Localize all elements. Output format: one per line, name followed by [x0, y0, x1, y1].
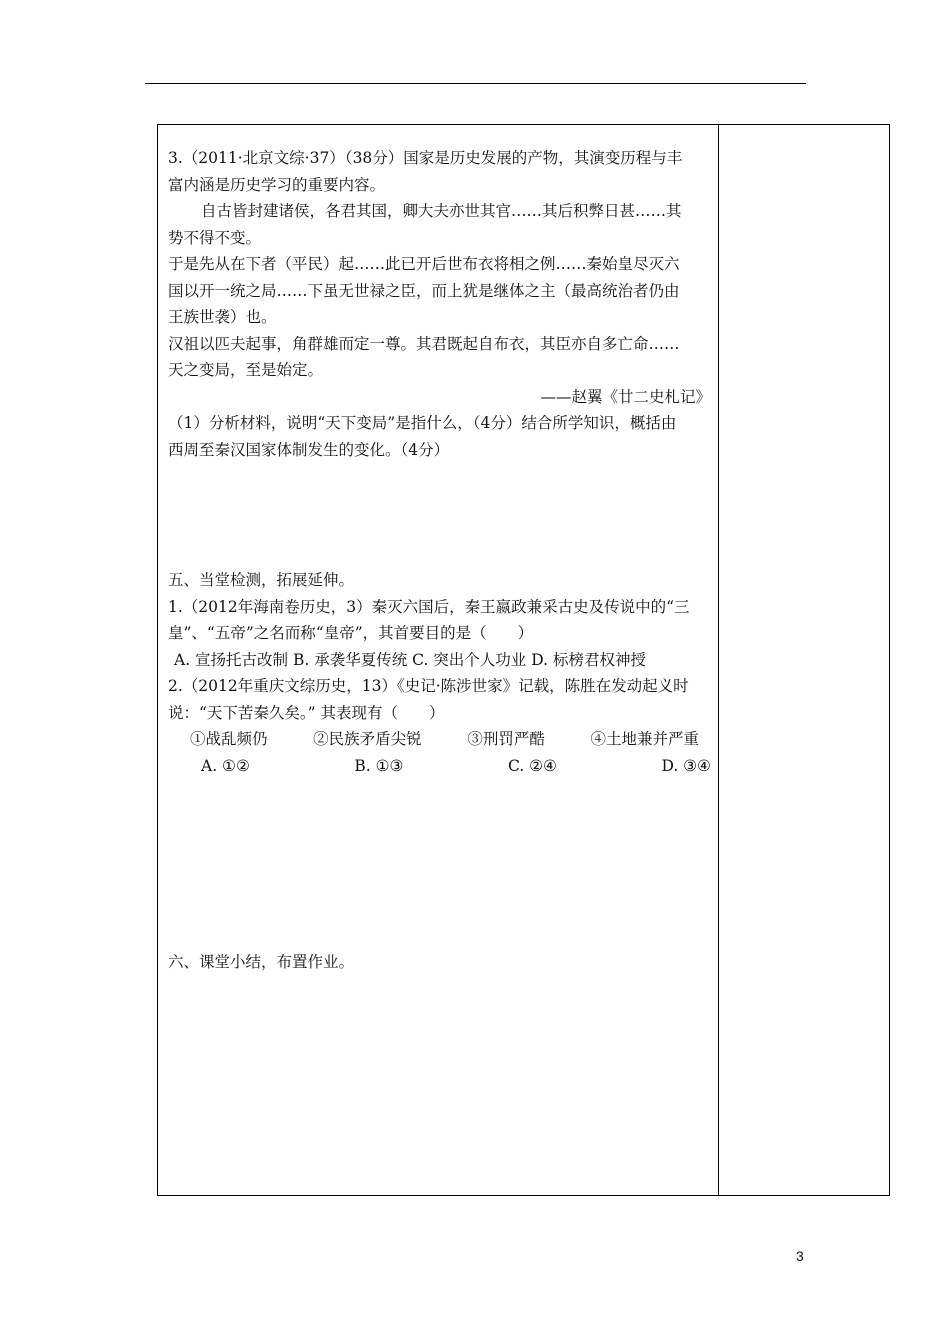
passage-line: 自古皆封建诸侯，各君其国，卿大夫亦世其官……其后积弊日甚……其: [201, 202, 682, 220]
lesson-table: [157, 124, 890, 1196]
q2-option: A. ①②: [201, 756, 250, 775]
q2-option: D. ③④: [661, 756, 711, 775]
q2-options: [168, 753, 711, 780]
q3-line: 富内涵是历史学习的重要内容。: [168, 175, 386, 194]
passage-line: 王族世袭）也。: [168, 308, 277, 326]
section-5: [168, 567, 711, 779]
q2-option: B. ①③: [354, 756, 404, 775]
page-number: 3: [796, 1248, 804, 1264]
passage-line: 天之变局，至是始定。: [168, 361, 324, 379]
section-6: [168, 949, 711, 976]
q3-prompt: （1）分析材料，说明“天下变局”是指什么，（4分）结合所学知识，概括由: [168, 414, 677, 432]
question-3: [168, 145, 711, 463]
column-divider: [718, 125, 719, 1195]
passage-line: 国以开一统之局……下虽无世禄之臣，而上犹是继体之主（最高统治者仍由: [168, 281, 680, 300]
section-6-heading: 六、课堂小结，布置作业。: [168, 953, 355, 971]
q2-item: ①战乱频仍: [190, 730, 268, 748]
q1-line: 皇”、“五帝”之名而称“皇帝”，其首要目的是（ ）: [168, 624, 534, 642]
q3-line: 3.（2011·北京文综·37）（38分）国家是历史发展的产物，其演变历程与丰: [168, 149, 683, 167]
q2-option: C. ②④: [507, 756, 557, 775]
passage-line: 势不得不变。: [168, 228, 262, 247]
q3-prompt: 西周至秦汉国家体制发生的变化。（4分）: [168, 440, 450, 459]
passage-line: 于是先从在下者（平民）起……此已开后世布衣将相之例……秦始皇尽灭六: [168, 255, 680, 273]
q2-item: ②民族矛盾尖锐: [313, 730, 422, 748]
section-5-heading: 五、当堂检测，拓展延伸。: [168, 571, 355, 589]
header-rule: [145, 83, 806, 84]
q2-item: ④土地兼并严重: [590, 730, 699, 748]
q2-line: 说：“天下苦秦久矣。” 其表现有（ ）: [168, 703, 445, 722]
q2-line: 2.（2012年重庆文综历史，13）《史记·陈涉世家》记载，陈胜在发动起义时: [168, 677, 689, 695]
q1-options: A. 宣扬托古改制 B. 承袭华夏传统 C. 突出个人功业 D. 标榜君权神授: [174, 650, 646, 669]
q2-items: [168, 726, 711, 753]
q2-item: ③刑罚严酷: [467, 730, 545, 748]
passage-line: 汉祖以匹夫起事，角群雄而定一尊。其君既起自布衣，其臣亦自多亡命……: [168, 334, 680, 353]
main-content-cell: [168, 145, 711, 976]
source-citation: ——赵翼《廿二史札记》: [540, 387, 711, 406]
q1-line: 1.（2012年海南卷历史，3）秦灭六国后，秦王嬴政兼采古史及传说中的“三: [168, 597, 690, 616]
